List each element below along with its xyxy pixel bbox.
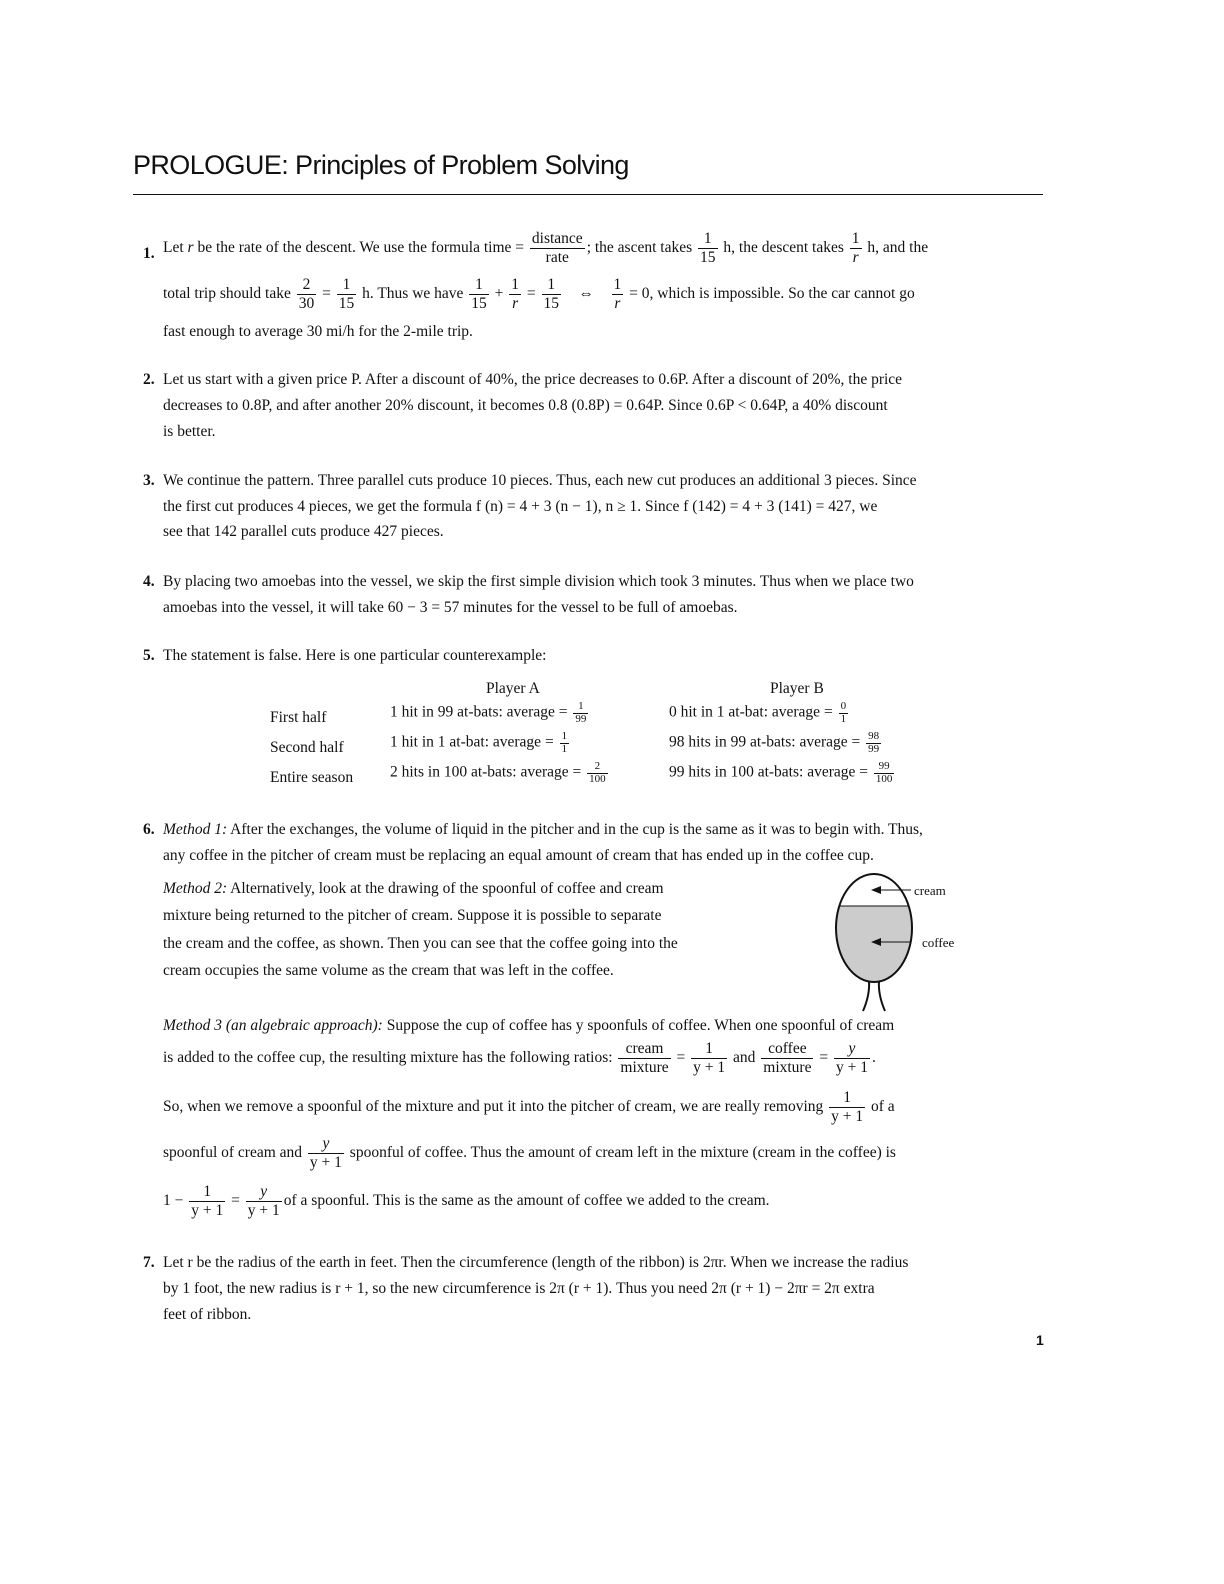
problem-6-method-3-line-2: is added to the coffee cup, the resulting mixture has the following ratios: $\frac{\text{cream}}{\text{mixture}}$ = $\frac{1}{y + 1}$ and $\frac{\text{coffee}}{\text{mixture}}$ = $\frac{y}{y + 1}$ . — [163, 1040, 876, 1076]
problem-6-method-3-line-4: spoonful of cream and $\frac{y}{y + 1}$ spoonful of coffee. Thus the amount of cream left in the mixture (cream in the coffee) is — [163, 1135, 896, 1171]
problem-6-method-1-line-1: Method 1: After the exchanges, the volume of liquid in the pitcher and in the cup is the same as it was to begin with. Thus, — [163, 821, 923, 838]
problem-7-line-3: feet of ribbon. — [163, 1306, 252, 1323]
spoon-handle — [863, 981, 869, 1011]
table-row-label: First half — [270, 709, 327, 726]
problem-3-line-3: see that 142 parallel cuts produce 427 pieces. — [163, 523, 444, 540]
spoon-diagram — [825, 870, 965, 1016]
problem-1-line-1: Let r be the rate of the descent. We use the formula time = $\frac{\text{distance}}{\text{rate}}$ ; the ascent takes $\frac{1}{15}$ h, the descent takes $\frac{1}{r}$ h, and the — [163, 230, 929, 266]
fraction: $\frac{1}{15}$ — [338, 276, 355, 312]
table-row-label: Entire season — [270, 769, 354, 786]
fraction: $\frac{\text{distance}}{\text{rate}}$ — [531, 230, 583, 266]
table-cell: 1 hit in 1 at-bat: average = $\frac{1}{1}$ — [390, 730, 568, 755]
title-rule — [133, 194, 1043, 195]
problem-number: 2. — [143, 371, 155, 388]
fraction: $\frac{1}{15}$ — [700, 230, 716, 266]
coffee-label: coffee — [922, 935, 955, 950]
problem-4-line-2: amoebas into the vessel, it will take 60 − 3 = 57 minutes for the vessel to be full of amoebas. — [163, 599, 738, 616]
fraction: $\frac{1}{r}$ — [851, 230, 860, 266]
problem-number: 4. — [143, 573, 155, 590]
page-title: PROLOGUE: Principles of Problem Solving — [133, 150, 629, 180]
table-header: Player A — [486, 680, 540, 697]
problem-5-line-1: The statement is false. Here is one particular counterexample: — [163, 647, 547, 664]
fraction: $\frac{1}{15}$ — [543, 276, 560, 312]
problem-1-line-3: fast enough to average 30 mi/h for the 2-mile trip. — [163, 323, 473, 340]
problem-2-line-2: decreases to 0.8P, and after another 20% discount, it becomes 0.8 (0.8P) = 0.64P. Since 0.6P < 0.64P, a 40% discount — [163, 397, 888, 414]
problem-6-method-3-line-3: So, when we remove a spoonful of the mixture and put it into the pitcher of cream, we are really removing $\frac{1}{y + 1}$ of a — [163, 1089, 895, 1125]
problem-6-method-2-line-4: cream occupies the same volume as the cream that was left in the coffee. — [163, 962, 614, 979]
problem-7-line-2: by 1 foot, the new radius is r + 1, so the new circumference is 2π (r + 1). Thus you need 2π (r + 1) − 2πr = 2π extra — [163, 1280, 875, 1297]
table-cell: 0 hit in 1 at-bat: average = $\frac{0}{1}$ — [669, 700, 847, 725]
fraction: $\frac{1}{r}$ — [613, 276, 622, 312]
problem-6-method-3-line-1: Method 3 (an algebraic approach): Suppose the cup of coffee has y spoonfuls of coffee. When one spoonful of cream — [163, 1017, 895, 1034]
fraction: $\frac{1}{15}$ — [471, 276, 487, 312]
problem-6-method-2-line-2: mixture being returned to the pitcher of cream. Suppose it is possible to separate — [163, 907, 662, 924]
table-cell: 99 hits in 100 at-bats: average = $\frac{99}{100}$ — [669, 760, 893, 785]
problem-1-line-2: total trip should take $\frac{2}{30}$ = $\frac{1}{15}$ h. Thus we have $\frac{1}{15}$ + $\frac{1}{r}$ = $\frac{1}{15}$ ⇔ $\frac{1}{r}$ = 0, which is impossible. So the car cannot go — [163, 276, 915, 312]
problem-number: 6. — [143, 821, 155, 838]
problem-6-method-2-line-1: Method 2: Alternatively, look at the drawing of the spoonful of coffee and cream — [163, 880, 664, 897]
problem-6-method-1-line-2: any coffee in the pitcher of cream must be replacing an equal amount of cream that has ended up in the coffee cup. — [163, 847, 874, 864]
problem-number: 3. — [143, 472, 155, 489]
problem-3-line-2: the first cut produces 4 pieces, we get the formula f (n) = 4 + 3 (n − 1), n ≥ 1. Since f (142) = 4 + 3 (141) = 427, we — [163, 498, 878, 515]
problem-4-line-1: By placing two amoebas into the vessel, we skip the first simple division which took 3 minutes. Thus when we place two — [163, 573, 914, 590]
problem-3-line-1: We continue the pattern. Three parallel cuts produce 10 pieces. Thus, each new cut produces an additional 3 pieces. Since — [163, 472, 917, 489]
problem-number: 7. — [143, 1254, 155, 1271]
fraction: $\frac{1}{r}$ — [511, 276, 520, 312]
cream-label: cream — [914, 883, 946, 898]
table-cell: 1 hit in 99 at-bats: average = $\frac{1}{99}$ — [390, 700, 587, 725]
fraction: $\frac{2}{30}$ — [298, 276, 315, 312]
problem-number: 1. — [143, 245, 155, 262]
table-header: Player B — [770, 680, 824, 697]
problem-2-line-3: is better. — [163, 423, 216, 440]
problem-6-method-2-line-3: the cream and the coffee, as shown. Then you can see that the coffee going into the — [163, 935, 678, 952]
page-number: 1 — [1036, 1332, 1044, 1348]
problem-2-line-1: Let us start with a given price P. After a discount of 40%, the price decreases to 0.6P. After a discount of 20%, the price — [163, 371, 903, 388]
problem-number: 5. — [143, 647, 155, 664]
problem-7-line-1: Let r be the radius of the earth in feet. Then the circumference (length of the ribbon) is 2πr. When we increase the radius — [163, 1254, 909, 1271]
spoon-handle — [879, 981, 885, 1011]
table-cell: 2 hits in 100 at-bats: average = $\frac{2}{100}$ — [390, 760, 606, 785]
problem-6-method-3-line-5: 1 − $\frac{1}{y + 1}$ = $\frac{y}{y + 1}$ of a spoonful. This is the same as the amount of coffee we added to the cream. — [163, 1183, 770, 1219]
table-row-label: Second half — [270, 739, 344, 756]
table-cell: 98 hits in 99 at-bats: average = $\frac{98}{99}$ — [669, 730, 880, 755]
